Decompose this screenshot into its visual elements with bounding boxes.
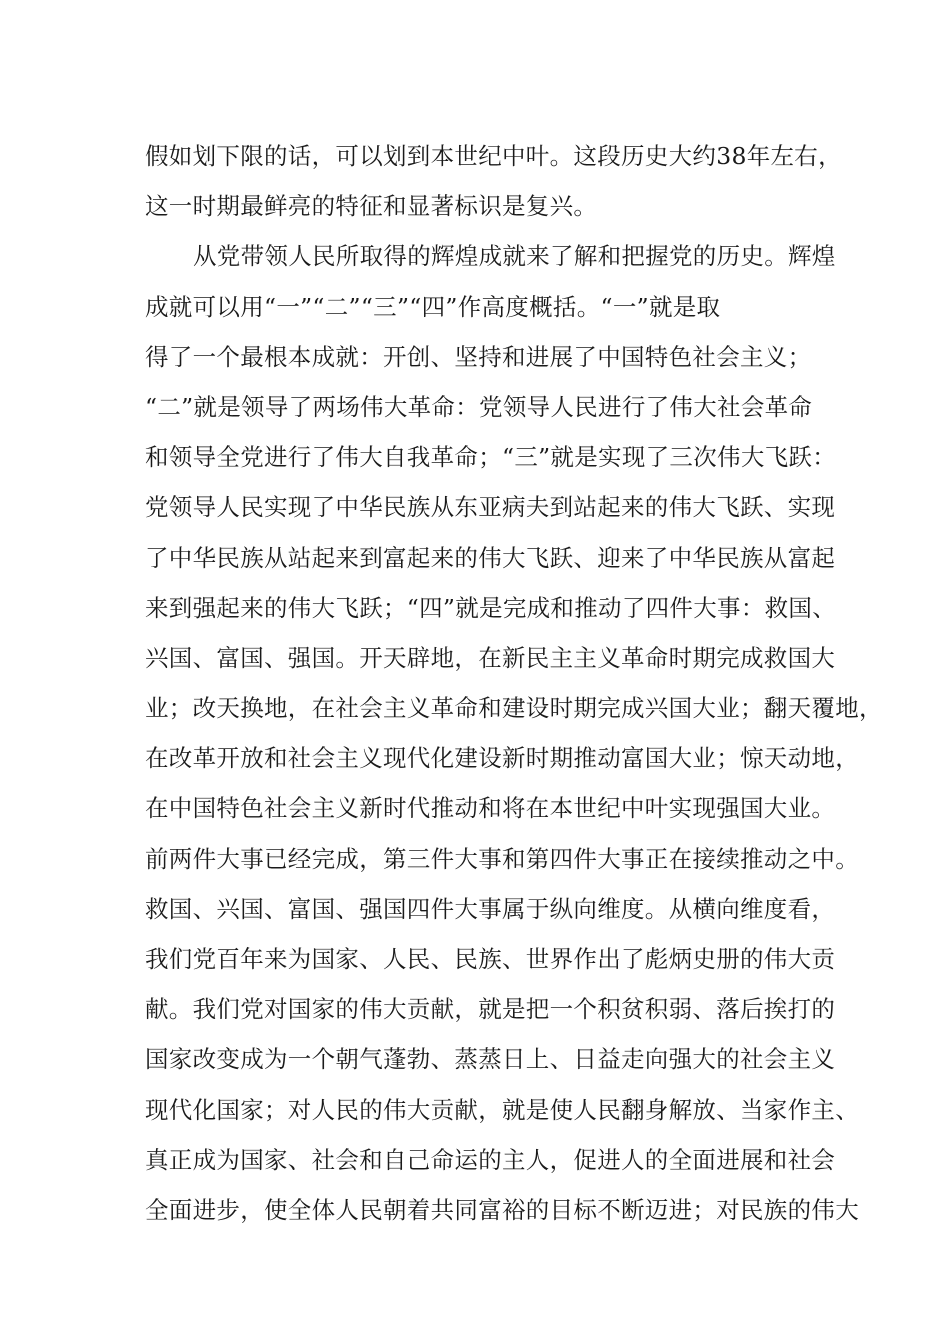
text-line: 我们党百年来为国家、人民、民族、世界作出了彪炳史册的伟大贡 xyxy=(145,945,836,973)
text-line: 献。我们党对国家的伟大贡献，就是把一个积贫积弱、落后挨打的 xyxy=(145,995,836,1024)
text-line: 党领导人民实现了中华民族从东亚病夫到站起来的伟大飞跃、实现 xyxy=(145,493,836,522)
text-line: 业；改天换地，在社会主义革命和建设时期完成兴国大业；翻天覆地， xyxy=(145,694,883,723)
text-line: 和领导全党进行了伟大自我革命；“三”就是实现了三次伟大飞跃： xyxy=(145,443,837,472)
text-line: 成就可以用“一”“二”“三”“四”作高度概括。“一”就是取 xyxy=(145,292,721,321)
text-line: 在中国特色社会主义新时代推动和将在本世纪中叶实现强国大业。 xyxy=(145,794,836,823)
text-line: 假如划下限的话，可以划到本世纪中叶。这段历史大约38年左右， xyxy=(145,142,842,170)
text-line: 这一时期最鲜亮的特征和显著标识是复兴。 xyxy=(145,192,598,221)
text-line: 得了一个最根本成就：开创、坚持和进展了中国特色社会主义； xyxy=(145,342,812,371)
text-line: 前两件大事已经完成，第三件大事和第四件大事正在接续推动之中。 xyxy=(145,844,859,873)
text-line: 全面进步，使全体人民朝着共同富裕的目标不断迈进；对民族的伟大 xyxy=(145,1195,859,1224)
text-line: 了中华民族从站起来到富起来的伟大飞跃、迎来了中华民族从富起 xyxy=(145,543,836,572)
text-line: 现代化国家；对人民的伟大贡献，就是使人民翻身解放、当家作主、 xyxy=(145,1095,859,1124)
paragraph-first-line: 从党带领人民所取得的辉煌成就来了解和把握党的历史。辉煌 xyxy=(193,242,836,271)
document-body xyxy=(0,131,950,1235)
text-line: 在改革开放和社会主义现代化建设新时期推动富国大业；惊天动地， xyxy=(145,744,859,773)
text-line: 兴国、富国、强国。开天辟地，在新民主主义革命时期完成救国大 xyxy=(145,643,836,672)
text-line: 真正成为国家、社会和自己命运的主人，促进人的全面进展和社会 xyxy=(145,1145,836,1174)
text-line: 救国、兴国、富国、强国四件大事属于纵向维度。从横向维度看， xyxy=(145,894,836,923)
text-line: 国家改变成为一个朝气蓬勃、蒸蒸日上、日益走向强大的社会主义 xyxy=(145,1045,836,1074)
text-line: 来到强起来的伟大飞跃；“四”就是完成和推动了四件大事：救国、 xyxy=(145,593,837,622)
text-line: “二”就是领导了两场伟大革命：党领导人民进行了伟大社会革命 xyxy=(145,392,813,421)
